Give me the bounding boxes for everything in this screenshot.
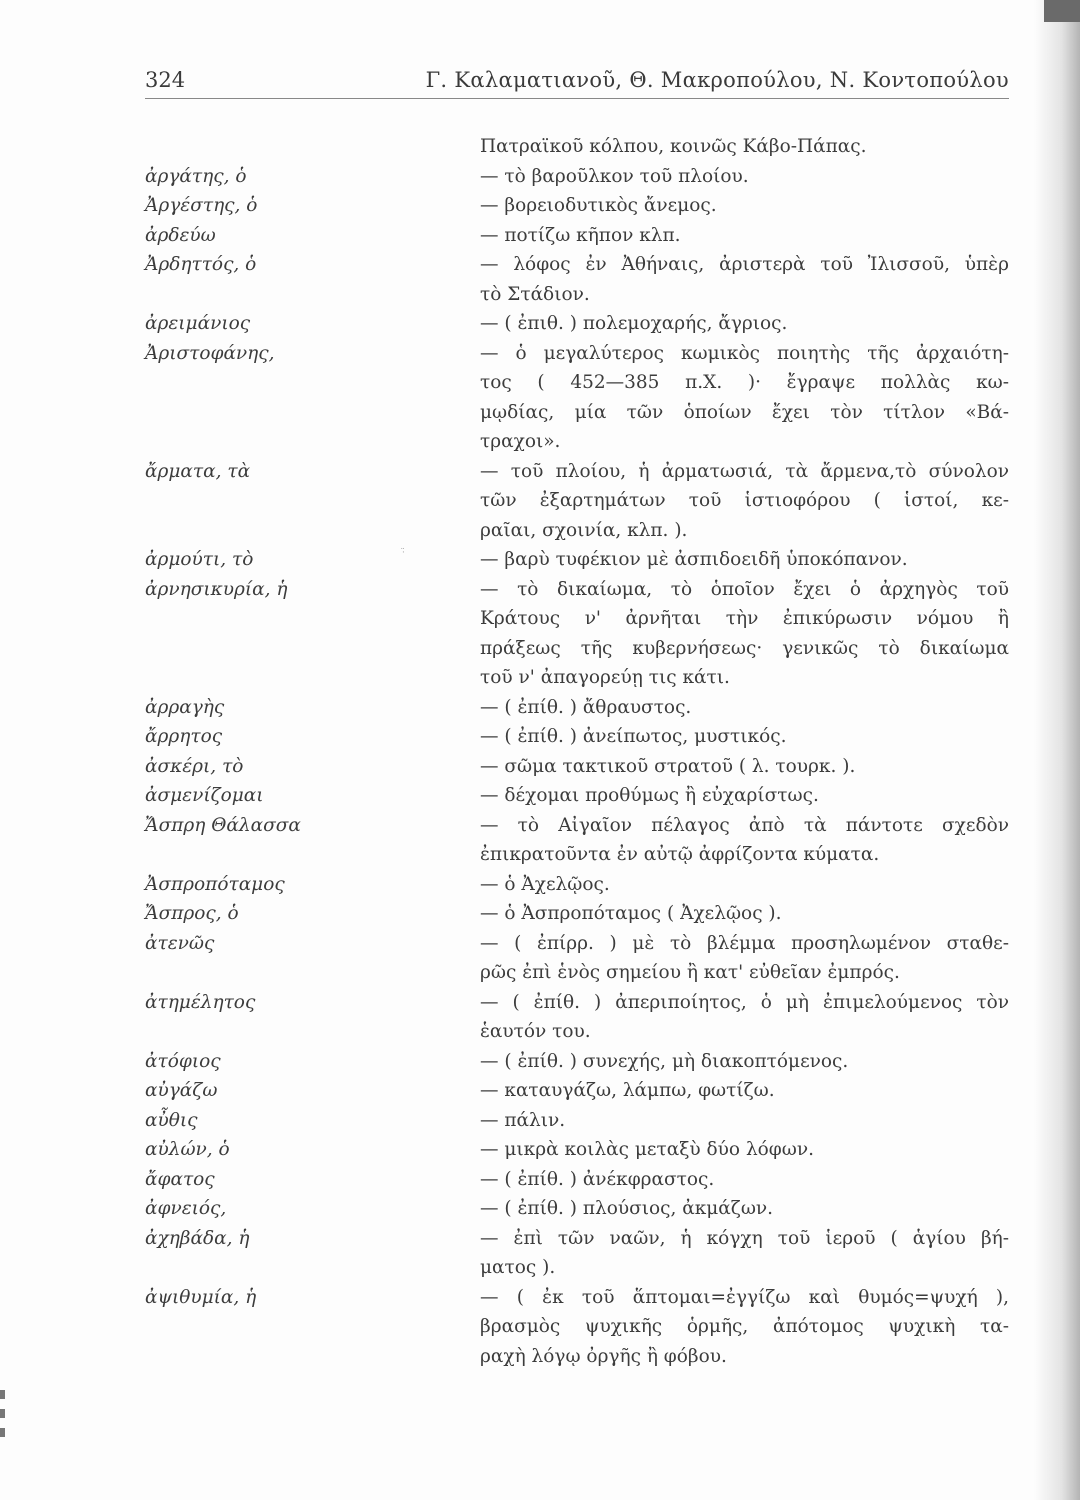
entry-definition bbox=[480, 693, 1009, 723]
definition-line: — τὸ δικαίωμα, τὸ ὁποῖον ἔχει ὁ ἀρχηγὸς τοῦ bbox=[480, 578, 1009, 600]
entry-definition bbox=[480, 722, 1009, 752]
entry-definition bbox=[480, 191, 1009, 221]
entry-term: ἀτόφιος bbox=[145, 1050, 221, 1072]
glossary-entry bbox=[145, 162, 1009, 192]
glossary-entry bbox=[145, 250, 1009, 309]
glossary-entry bbox=[145, 1106, 1009, 1136]
glossary-entry bbox=[145, 870, 1009, 900]
entry-definition bbox=[480, 457, 1009, 546]
entry-definition bbox=[480, 221, 1009, 251]
definition-line: — ἐπὶ τῶν ναῶν, ἡ κόγχη τοῦ ἱεροῦ ( ἁγίου βή- bbox=[480, 1227, 1009, 1249]
definition-line: — δέχομαι προθύμως ἢ εὐχαρίστως. bbox=[480, 785, 819, 806]
definition-line: — βαρὺ τυφέκιον μὲ ἀσπιδοειδῆ ὑποκόπανον. bbox=[480, 549, 908, 570]
entry-term: ἀρειμάνιος bbox=[145, 313, 251, 334]
entry-definition bbox=[480, 1165, 1009, 1195]
entry-definition bbox=[480, 1224, 1009, 1283]
entry-definition bbox=[480, 575, 1009, 693]
entry-term: ἀτημέλητος bbox=[145, 991, 256, 1013]
glossary-entry bbox=[145, 899, 1009, 929]
entry-definition bbox=[480, 545, 1009, 575]
entry-term: ἄρρητος bbox=[145, 726, 223, 747]
definition-line: — καταυγάζω, λάμπω, φωτίζω. bbox=[480, 1080, 775, 1101]
definition-line: — ὁ Ἀχελῷος. bbox=[480, 873, 610, 895]
definition-line: — ( ἐπίθ. ) συνεχής, μὴ διακοπτόμενος. bbox=[480, 1050, 849, 1072]
glossary-entry bbox=[145, 1076, 1009, 1106]
glossary-entry bbox=[145, 457, 1009, 546]
entry-term: Ἀριστοφάνης, bbox=[145, 342, 275, 364]
entry-definition bbox=[480, 339, 1009, 457]
definition-line: ραχὴ λόγῳ ὀργῆς ἢ φόβου. bbox=[480, 1345, 727, 1367]
entry-term: Ἀσπροπόταμος bbox=[145, 873, 285, 895]
glossary-entry bbox=[145, 191, 1009, 221]
definition-line: — ὁ Ἀσπροπόταμος ( Ἀχελῷος ). bbox=[480, 903, 782, 924]
entry-term: ἀρδεύω bbox=[145, 224, 216, 246]
entry-definition bbox=[480, 752, 1009, 782]
definition-line: — ( ἐπίθ. ) ἀπεριποίητος, ὁ μὴ ἐπιμελούμενος τὸν bbox=[480, 991, 1009, 1013]
definition-line: ἐπικρατοῦντα ἐν αὐτῷ ἀφρίζοντα κύματα. bbox=[480, 844, 880, 865]
entry-term: αὖθις bbox=[145, 1109, 198, 1131]
definition-line: τραχοι». bbox=[480, 431, 561, 452]
entry-term: ἀχηβάδα, ἡ bbox=[145, 1227, 250, 1249]
entry-term: ἀρμούτι, τὸ bbox=[145, 549, 254, 570]
entry-term: ἀσκέρι, τὸ bbox=[145, 755, 244, 777]
definition-line: — ( ἐπίθ. ) ἀνείπωτος, μυστικός. bbox=[480, 726, 787, 747]
definition-line: τῶν ἐξαρτημάτων τοῦ ἱστιοφόρου ( ἱστοί, κε- bbox=[480, 490, 1009, 511]
glossary-entry bbox=[145, 1224, 1009, 1283]
glossary-entry bbox=[145, 811, 1009, 870]
entry-definition bbox=[480, 1194, 1009, 1224]
binding-marks bbox=[0, 1390, 6, 1450]
continuation-entry bbox=[145, 132, 1009, 162]
entry-definition bbox=[480, 870, 1009, 900]
definition-line: — βορειοδυτικὸς ἄνεμος. bbox=[480, 195, 717, 216]
page-number: 324 bbox=[145, 68, 186, 92]
definition-line: — ( ἐπίρρ. ) μὲ τὸ βλέμμα προσηλωμένον σταθε- bbox=[480, 932, 1009, 954]
definition-line: τοῦ ν' ἀπαγορεύῃ τις κάτι. bbox=[480, 667, 730, 688]
definition-line: — λόφος ἐν Ἀθήναις, ἀριστερὰ τοῦ Ἰλισσοῦ, ὑπὲρ bbox=[480, 254, 1009, 275]
definition-line: ραῖαι, σχοινία, κλπ. ). bbox=[480, 519, 688, 541]
entry-definition bbox=[480, 1047, 1009, 1077]
definition-line: πράξεως τῆς κυβερνήσεως· γενικῶς τὸ δικαίωμα bbox=[480, 637, 1009, 659]
running-head bbox=[145, 64, 1009, 98]
entry-term: ἀρραγὴς bbox=[145, 696, 225, 718]
entry-term: αὐγάζω bbox=[145, 1080, 218, 1101]
definition-line: βρασμὸς ψυχικῆς ὁρμῆς, ἀπότομος ψυχικὴ τα- bbox=[480, 1316, 1009, 1337]
entry-term: ἀφνειός, bbox=[145, 1198, 227, 1219]
header-rule bbox=[145, 98, 1009, 99]
entry-definition bbox=[480, 1076, 1009, 1106]
glossary-entry bbox=[145, 309, 1009, 339]
definition-line: — ( ἐπίθ. ) πλούσιος, ἀκμάζων. bbox=[480, 1198, 774, 1219]
entry-term: Ἄσπρος, ὁ bbox=[145, 903, 239, 924]
definition-line: — μικρὰ κοιλὰς μεταξὺ δύο λόφων. bbox=[480, 1139, 814, 1160]
entry-definition bbox=[480, 162, 1009, 192]
running-title: Γ. Καλαματιανοῦ, Θ. Μακροπούλου, Ν. Κοντοπούλου bbox=[425, 68, 1009, 92]
definition-line: ἑαυτόν του. bbox=[480, 1021, 591, 1042]
entry-term: ἀτενῶς bbox=[145, 932, 215, 954]
definition-line: — ποτίζω κῆπον κλπ. bbox=[480, 224, 681, 246]
entry-definition bbox=[480, 811, 1009, 870]
definition-line: — τοῦ πλοίου, ἡ ἀρματωσιά, τὰ ἄρμενα,τὸ σύνολον bbox=[480, 460, 1009, 482]
glossary-entries bbox=[145, 132, 1009, 1371]
entry-term: αὐλών, ὁ bbox=[145, 1139, 230, 1160]
entry-definition bbox=[480, 899, 1009, 929]
definition-line: — τὸ Αἰγαῖον πέλαγος ἀπὸ τὰ πάντοτε σχεδὸν bbox=[480, 814, 1009, 836]
entry-term: Ἀρδηττός, ὁ bbox=[145, 254, 257, 275]
page-corner-mark bbox=[1044, 0, 1080, 22]
entry-term: ἀρνησικυρία, ἡ bbox=[145, 578, 288, 600]
entry-term: ἀσμενίζομαι bbox=[145, 785, 264, 806]
entry-definition bbox=[480, 309, 1009, 339]
glossary-entry bbox=[145, 1194, 1009, 1224]
definition-line: τος ( 452—385 π.Χ. )· ἔγραψε πολλὰς κω- bbox=[480, 372, 1009, 393]
definition-line: — τὸ βαροῦλκον τοῦ πλοίου. bbox=[480, 165, 749, 187]
definition-line: — ( ἐπίθ. ) ἀνέκφραστος. bbox=[480, 1168, 715, 1190]
entry-term: ἀργάτης, ὁ bbox=[145, 165, 247, 187]
definition-line: — πάλιν. bbox=[480, 1109, 566, 1131]
entry-term: ἄρματα, τὰ bbox=[145, 460, 251, 482]
page-edge-shadow bbox=[1034, 0, 1080, 1500]
definition-line: ματος ). bbox=[480, 1257, 556, 1278]
definition-line: — ( ἐπιθ. ) πολεμοχαρής, ἄγριος. bbox=[480, 313, 788, 334]
glossary-entry bbox=[145, 752, 1009, 782]
glossary-entry bbox=[145, 722, 1009, 752]
glossary-entry bbox=[145, 693, 1009, 723]
entry-definition bbox=[480, 1283, 1009, 1372]
entry-definition bbox=[480, 250, 1009, 309]
scan-speck: ·̈ bbox=[402, 548, 405, 558]
glossary-entry bbox=[145, 781, 1009, 811]
entry-definition bbox=[480, 781, 1009, 811]
entry-term: ἄφατος bbox=[145, 1168, 215, 1190]
definition-line: Κράτους ν' ἀρνῆται τὴν ἐπικύρωσιν νόμου ἢ bbox=[480, 608, 1009, 629]
entry-definition bbox=[480, 1106, 1009, 1136]
glossary-entry bbox=[145, 1165, 1009, 1195]
glossary-entry bbox=[145, 221, 1009, 251]
entry-term: ἀψιθυμία, ἡ bbox=[145, 1286, 257, 1308]
glossary-entry bbox=[145, 339, 1009, 457]
glossary-entry bbox=[145, 1047, 1009, 1077]
definition-line: τὸ Στάδιον. bbox=[480, 283, 590, 305]
definition-line: — ὁ μεγαλύτερος κωμικὸς ποιητὴς τῆς ἀρχαιότη- bbox=[480, 342, 1009, 364]
definition-line: ρῶς ἐπὶ ἑνὸς σημείου ἢ κατ' εὐθεῖαν ἐμπρός. bbox=[480, 962, 900, 983]
glossary-entry bbox=[145, 1283, 1009, 1372]
continuation-line: Πατραϊκοῦ κόλπου, κοινῶς Κάβο-Πάπας. bbox=[480, 136, 867, 157]
entry-definition bbox=[480, 1135, 1009, 1165]
glossary-entry bbox=[145, 929, 1009, 988]
definition-line: — σῶμα τακτικοῦ στρατοῦ ( λ. τουρκ. ). bbox=[480, 755, 856, 777]
glossary-entry bbox=[145, 1135, 1009, 1165]
glossary-entry bbox=[145, 988, 1009, 1047]
entry-definition bbox=[480, 929, 1009, 988]
entry-term: Ἀργέστης, ὁ bbox=[145, 195, 258, 216]
entry-term: Ἄσπρη Θάλασσα bbox=[145, 814, 301, 836]
definition-line: — ( ἐπίθ. ) ἄθραυστος. bbox=[480, 696, 692, 718]
glossary-entry bbox=[145, 575, 1009, 693]
glossary-entry bbox=[145, 545, 1009, 575]
definition-line: μῳδίας, μία τῶν ὁποίων ἔχει τὸν τίτλον «Βά- bbox=[480, 401, 1009, 423]
definition-line: — ( ἐκ τοῦ ἅπτομαι=ἐγγίζω καὶ θυμός=ψυχή ), bbox=[480, 1286, 1009, 1308]
entry-definition bbox=[480, 988, 1009, 1047]
